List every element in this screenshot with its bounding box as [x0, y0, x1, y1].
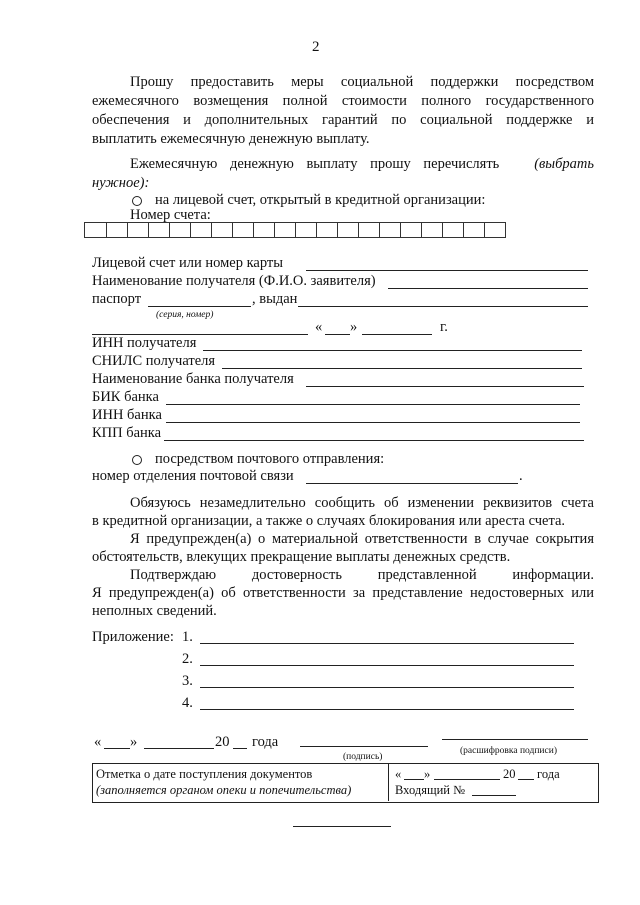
bik-label: БИК банка	[92, 389, 159, 405]
post-office-end: .	[519, 468, 523, 484]
signature-century: 20	[215, 734, 230, 750]
issued-date-quote-close: »	[350, 319, 358, 335]
attachment-number-1: 1.	[182, 629, 193, 645]
issued-label: , выдан	[252, 291, 298, 307]
recipient-name-label: Наименование получателя (Ф.И.О. заявителя)	[92, 273, 376, 289]
account-digit-box[interactable]	[443, 222, 464, 238]
option-account-label: на лицевой счет, открытый в кредитной организации:	[155, 192, 486, 208]
issued-date-quote-open: «	[315, 319, 323, 335]
personal-account-label: Лицевой счет или номер карты	[92, 255, 284, 271]
request-line-3: обеспечения и дополнительных гарантий по социальной поддержке и	[92, 112, 594, 128]
issued-day-line[interactable]	[325, 334, 350, 335]
attachments-label: Приложение:	[92, 629, 174, 645]
account-digit-box[interactable]	[401, 222, 422, 238]
payment-line	[130, 155, 594, 174]
attachment-number-4: 4.	[182, 695, 193, 711]
personal-account-line[interactable]	[306, 270, 588, 271]
kpp-label: КПП банка	[92, 425, 162, 441]
account-digit-box[interactable]	[254, 222, 275, 238]
decoding-line[interactable]	[442, 739, 588, 740]
receipt-month-line[interactable]	[434, 779, 500, 780]
account-number-boxes[interactable]	[84, 222, 506, 238]
receipt-quote-open: «	[395, 767, 402, 781]
snils-recipient-line[interactable]	[222, 368, 582, 369]
receipt-title: Отметка о дате поступления документов	[96, 767, 313, 781]
notify-line-2: в кредитной организации, а также о случаях блокирования или ареста счета.	[92, 513, 566, 529]
bank-name-label: Наименование банка получателя	[92, 371, 294, 387]
attachment-number-2: 2.	[182, 651, 193, 667]
account-digit-box[interactable]	[359, 222, 380, 238]
account-digit-box[interactable]	[422, 222, 443, 238]
account-digit-box[interactable]	[191, 222, 212, 238]
option-account-radio[interactable]	[132, 196, 142, 206]
signature-quote-close: »	[130, 734, 138, 750]
warned-line-2: обстоятельств, влекущих прекращение выплаты денежных средств.	[92, 549, 511, 565]
account-number-label: Номер счета:	[130, 207, 211, 223]
account-digit-box[interactable]	[128, 222, 149, 238]
receipt-year-line[interactable]	[518, 779, 534, 780]
issued-year-suffix: г.	[440, 319, 448, 335]
bik-line[interactable]	[166, 404, 580, 405]
confirm-line-2: Я предупрежден(а) об ответственности за представление недостоверных или	[92, 585, 594, 601]
signature-month-line[interactable]	[144, 748, 214, 749]
recipient-name-line[interactable]	[388, 288, 588, 289]
account-digit-box[interactable]	[485, 222, 506, 238]
series-number-hint: (серия, номер)	[156, 310, 214, 320]
passport-label: паспорт	[92, 291, 142, 307]
notify-line-1: Обязуюсь незамедлительно сообщить об изменении реквизитов счета	[130, 495, 594, 511]
receipt-day-line[interactable]	[404, 779, 424, 780]
request-line-4: выплатить ежемесячную денежную выплату.	[92, 131, 370, 147]
account-digit-box[interactable]	[170, 222, 191, 238]
receipt-year-word: года	[537, 767, 560, 781]
kpp-line[interactable]	[164, 440, 584, 441]
inn-recipient-label: ИНН получателя	[92, 335, 197, 351]
account-digit-box[interactable]	[380, 222, 401, 238]
receipt-box-divider	[388, 763, 389, 801]
signature-hint: (подпись)	[343, 752, 383, 762]
incoming-number-line[interactable]	[472, 795, 516, 796]
signature-day-line[interactable]	[104, 748, 130, 749]
bottom-separator	[293, 826, 391, 827]
bank-name-line[interactable]	[306, 386, 584, 387]
receipt-quote-close: »	[424, 767, 431, 781]
attachment-line-3[interactable]	[200, 687, 574, 688]
incoming-label: Входящий №	[395, 783, 466, 797]
payment-prefix: Ежемесячную денежную выплату прошу перечислять	[130, 156, 500, 172]
attachment-number-3: 3.	[182, 673, 193, 689]
account-digit-box[interactable]	[275, 222, 296, 238]
snils-recipient-label: СНИЛС получателя	[92, 353, 216, 369]
attachment-line-1[interactable]	[200, 643, 574, 644]
warned-line-1: Я предупрежден(а) о материальной ответственности в случае сокрытия	[130, 531, 594, 547]
post-office-label: номер отделения почтовой связи	[92, 468, 294, 484]
signature-year-line[interactable]	[233, 748, 247, 749]
account-digit-box[interactable]	[149, 222, 170, 238]
receipt-century: 20	[503, 767, 516, 781]
passport-issued-line[interactable]	[298, 306, 588, 307]
page-number: 2	[312, 39, 320, 55]
post-office-line[interactable]	[306, 483, 518, 484]
confirm-line-3: неполных сведений.	[92, 603, 217, 619]
decoding-hint: (расшифровка подписи)	[460, 746, 557, 756]
request-line-1: Прошу предоставить меры социальной поддержки посредством	[130, 74, 594, 90]
option-post-label: посредством почтового отправления:	[155, 451, 385, 467]
account-digit-box[interactable]	[212, 222, 233, 238]
signature-year-word: года	[252, 734, 279, 750]
issued-month-line[interactable]	[362, 334, 432, 335]
signature-line[interactable]	[300, 746, 428, 747]
account-digit-box[interactable]	[338, 222, 359, 238]
signature-quote-open: «	[94, 734, 102, 750]
account-digit-box[interactable]	[107, 222, 128, 238]
inn-recipient-line[interactable]	[203, 350, 582, 351]
payment-hint-a: (выбрать	[534, 156, 594, 172]
payment-hint-b: нужное):	[92, 175, 150, 191]
receipt-note: (заполняется органом опеки и попечительства)	[96, 783, 352, 797]
inn-bank-label: ИНН банка	[92, 407, 162, 423]
attachment-line-4[interactable]	[200, 709, 574, 710]
account-digit-box[interactable]	[317, 222, 338, 238]
account-digit-box[interactable]	[296, 222, 317, 238]
option-post-radio[interactable]	[132, 455, 142, 465]
account-digit-box[interactable]	[233, 222, 254, 238]
request-line-2: ежемесячного возмещения полной стоимости полного государственного	[92, 93, 594, 109]
inn-bank-line[interactable]	[166, 422, 580, 423]
account-digit-box[interactable]	[464, 222, 485, 238]
confirm-line-1: Подтверждаю достоверность представленной информации.	[130, 567, 594, 583]
attachment-line-2[interactable]	[200, 665, 574, 666]
account-digit-box[interactable]	[85, 222, 107, 238]
